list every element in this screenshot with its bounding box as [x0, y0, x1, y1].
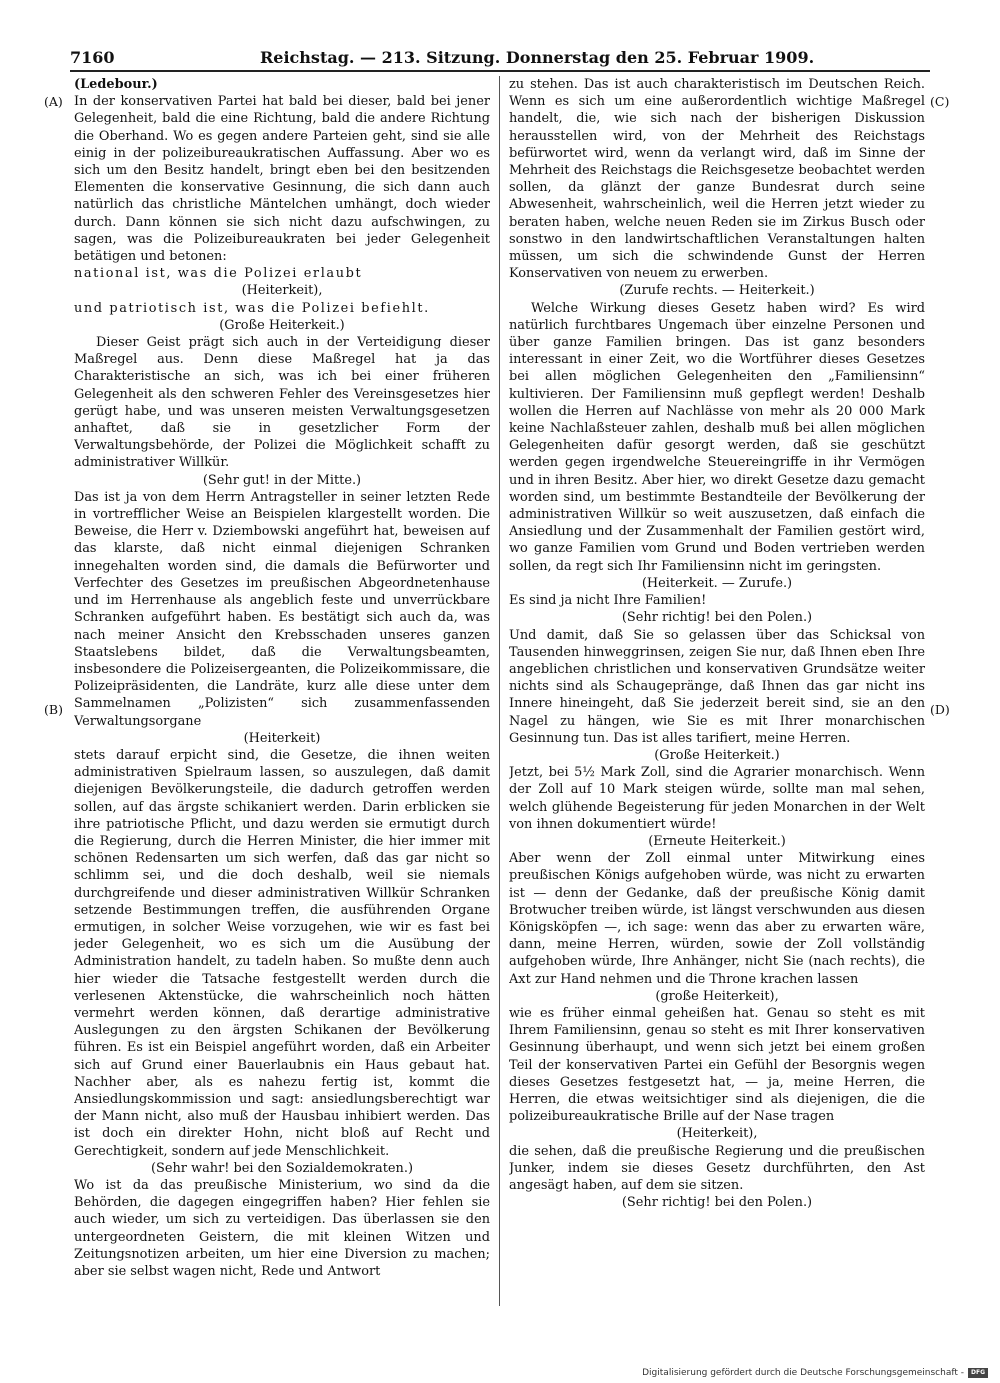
paragraph: Wo ist da das preußische Ministerium, wo sind da die Behörden, die dagegen eingegriffen haben? Hier fehlen sie auch wieder, um sich zu verteidigen. Das überlassen sie den untergeordneten Geistern, die mit kleinen Witzen und Zeitungsnotizen arbeiten, um hier eine Diversion zu machen; aber sie selbst wagen nicht, Rede und Antwort: [74, 1178, 490, 1280]
page-header: [70, 48, 930, 70]
paragraph: Jetzt, bei 5½ Mark Zoll, sind die Agrarier monarchisch. Wenn der Zoll auf 10 Mark steigen würde, sollte man mal sehen, welch glühende Begeisterung für jeden Monarchen in der Welt von ihnen dokumentiert würde!: [509, 765, 925, 832]
paragraph: Welche Wirkung dieses Gesetz haben wird? Es wird natürlich furchtbares Ungemach über einzelne Personen und über ganze Familien bringen. Das ist ganz besonders interessant in einer Zeit, wo die Wortführer dieses Gesetzes bei allen möglichen Gelegenheiten den „Familiensinn“ kultivieren. Der Familiensinn muß gepflegt werden! Deshalb wollen die Herren auf Nachlässe von mehr als 20 000 Mark keine Nachlaßsteuer zahlen, deshalb muß bei allen möglichen Gelegenheiten dafür gesorgt werden, daß sie geschützt werden gegen irgendwelche Steuereingriffe in ihr Vermögen und in ihren Besitz. Aber hier, wo direkt Gesetze dazu gemacht worden sind, um bestimmte Bestandteile der Bevölkerung der administrativen Willkür so weit auszusetzen, daß einfach die Ansiedlung und der Zusammenhalt der Familien gestört wird, wo ganze Familien vom Grund und Boden vertrieben werden sollen, da regt sich Ihr Familiensinn nicht im geringsten.: [509, 300, 925, 574]
interjection: (Sehr richtig! bei den Polen.): [621, 1195, 813, 1211]
margin-marker-d: (D): [930, 702, 950, 717]
speaker-name: (Ledebour.): [74, 77, 158, 92]
interjection: (Heiterkeit. — Zurufe.): [641, 575, 793, 591]
margin-marker-b: (B): [44, 702, 63, 717]
interjection: (Sehr richtig! bei den Polen.): [621, 610, 813, 626]
left-column: [74, 76, 490, 1308]
interjection: (Zurufe rechts. — Heiterkeit.): [619, 283, 815, 299]
right-column: [509, 76, 925, 1308]
paragraph: Dieser Geist prägt sich auch in der Verteidigung dieser Maßregel aus. Denn diese Maßregel hat ja das Charakteristische an sich, was ich bei einer früheren Gelegenheit als den schweren Fehler des Vereinsgesetzes hier gerügt habe, und was unseren meisten Verwaltungsgesetzen anhaftet, daß sie in gesetzlicher Form der Verwaltungsbehörde, der Polizei die Möglichkeit schafft zu administrativer Willkür.: [74, 335, 490, 471]
column-divider: [499, 76, 500, 1306]
dfg-logo: DFG: [968, 1368, 988, 1378]
margin-marker-c: (C): [930, 94, 950, 109]
paragraph: Aber wenn der Zoll einmal unter Mitwirkung eines preußischen Königs aufgehoben würde, was nicht zu erwarten ist — denn der Gedanke, daß der preußische König damit Brotwucher treiben würde, ist längst verschwunden aus diesen Königsköpfen —, ich sage: wenn das aber zu erwarten wäre, dann, meine Herren, würden, sowie der Zoll vollständig aufgehoben würde, Ihre Anhänger, nicht Sie (nach rechts), die Axt zur Hand nehmen und die Throne krachen lassen: [509, 851, 925, 987]
interjection: (Heiterkeit),: [241, 283, 323, 299]
paragraph: Und damit, daß Sie so gelassen über das Schicksal von Tausenden hinweggrinsen, zeigen Sie nur, daß Ihnen eben Ihre angeblichen christlichen und konservativen Grundsätze weiter nichts sind als Schaugepränge, daß Ihnen das gar nicht ins Innere hineingeht, daß Sie jederzeit bereit sind, sie an den Nagel zu hängen, wie Sie es mit Ihrer monarchischen Gesinnung tun. Das ist alles tarifiert, meine Herren.: [509, 627, 925, 746]
header-rule: [70, 70, 930, 72]
paragraph: stets darauf erpicht sind, die Gesetze, die ihnen weiten administrativen Spielraum lassen, so auszulegen, daß damit diejenigen Bevölkerungsteile, die dadurch getroffen werden sollen, auf das ärgste schikaniert werden. Darin erblicken sie ihre patriotische Pflicht, und dazu werden sie ermutigt durch die Regierung, durch die Herren Minister, die hier immer mit schönen Redensarten um sich werfen, daß das gar nicht so schlimm sei, und die doch deshalb, weil sie niemals durchgreifende und dieser administrativen Willkür Schranken setzende Bestimmungen treffen, die ausführenden Organe ermutigen, in solcher Weise vorzugehen, wie wir es fast bei jeder Gelegenheit, wo es sich um die Ausübung der Administration handelt, zu tadeln haben. So mußte denn auch hier wieder die Tatsache festgestellt werden durch die verlesenen Aktenstücke, die wahrscheinlich noch hätten vermehrt werden können, daß derartige administrative Auslegungen zu den ärgsten Schikanen der Bevölkerung führen. Es ist ein Beispiel angeführt worden, daß ein Arbeiter sich auf Grund einer Bauerlaubnis ein Haus gebaut hat. Nachher aber, als es nahezu fertig ist, kommt die Ansiedlungskommission und sagt: ansiedlungsberechtigt war der Mann nicht, also muß der Hausbau inhibiert werden. Das ist doch ein direkter Hohn, nicht bloß auf Recht und Gerechtigkeit, sondern auf jede Menschlichkeit.: [74, 747, 490, 1159]
interjection: (Sehr gut! in der Mitte.): [202, 472, 362, 488]
quoted-line: und patriotisch ist, was die Polizei befiehlt.: [74, 300, 430, 316]
paragraph: In der konservativen Partei hat bald bei dieser, bald bei jener Gelegenheit, bald die eine Richtung, bald die andere Richtung die Oberhand. Wo es gegen andere Parteien geht, sind sie alle einig in der polizeibureaukratischen Auffassung. Aber wo es sich um den Besitz handelt, bringt eben bei den besitzenden Elementen die konservative Gesinnung, die sich dann auch natürlich das christliche Mäntelchen umhängt, doch wieder durch. Dann können sie sich nicht dazu aufschwingen, zu sagen, was die Polizeibureaukraten bei jeder Gelegenheit betätigen und betonen:: [74, 94, 490, 265]
interjection: (Sehr wahr! bei den Sozialdemokraten.): [151, 1160, 413, 1176]
interjection: (große Heiterkeit),: [655, 988, 779, 1004]
running-title: Reichstag. — 213. Sitzung. Donnerstag den 25. Februar 1909.: [260, 48, 815, 67]
paragraph: die sehen, daß die preußische Regierung und die preußischen Junker, indem sie dieses Gesetz durchführten, den Ast angesägt haben, auf dem sie sitzen.: [509, 1143, 925, 1193]
quoted-line: Es sind ja nicht Ihre Familien!: [509, 593, 707, 609]
paragraph: Das ist ja von dem Herrn Antragsteller in seiner letzten Rede in vortrefflicher Weise an Beispielen klargestellt worden. Die Beweise, die Herr v. Dziembowski angeführt hat, beweisen auf das klarste, daß nicht einmal diejenigen Schranken innegehalten worden sind, die damals die Befürworter und Verfechter des Gesetzes im preußischen Abgeordnetenhause und im Herrenhause als angeblich feste und unverrückbare Schranken aufgeführt haben. Es bestätigt sich auch da, was nach meiner Ansicht den Krebsschaden unseres ganzen Staatslebens bildet, daß die Verwaltungsbeamten, insbesondere die Polizeisergeanten, die Polizeikommissare, die Polizeipräsidenten, die Landräte, kurz alle diese unter dem Sammelnamen „Polizisten“ sich zusammenfassenden Verwaltungsorgane: [74, 489, 490, 729]
interjection: (Erneute Heiterkeit.): [648, 833, 786, 849]
interjection: (Heiterkeit): [243, 730, 321, 746]
paragraph: wie es früher einmal geheißen hat. Genau so steht es mit Ihrem Familiensinn, genau so steht es mit Ihrer konservativen Gesinnung überhaupt, und wenn sich jetzt bei einem großen Teil der konservativen Partei ein Gefühl der Besorgnis wegen dieses Gesetzes festgesetzt hat, — ja, meine Herren, die Herren, die etwas weitsichtiger sind als diejenigen, die die polizeibureaukratische Brille auf der Nase tragen: [509, 1005, 925, 1125]
interjection: (Große Heiterkeit.): [219, 317, 345, 333]
interjection: (Große Heiterkeit.): [654, 747, 780, 763]
quoted-line: national ist, was die Polizei erlaubt: [74, 266, 363, 282]
footer-text: Digitalisierung gefördert durch die Deutsche Forschungsgemeinschaft -: [642, 1368, 964, 1378]
paragraph: zu stehen. Das ist auch charakteristisch im Deutschen Reich. Wenn es sich um eine außerordentlich wichtige Maßregel handelt, die, wie sich nach der bisherigen Diskussion herausstellen wird, von der Mehrheit des Reichstags befürwortet wird, wenn da verlangt wird, daß im Sinne der Mehrheit des Reichstags die Reichsgesetze beobachtet werden sollen, da glänzt der ganze Bundesrat durch seine Abwesenheit, wahrscheinlich, weil die Herren jetzt wieder zu beraten haben, welche neuen Reden sie im Zirkus Busch oder sonstwo in den landwirtschaftlichen Veranstaltungen halten müssen, um sich die schwindende Gunst der Herren Konservativen von neuem zu erwerben.: [509, 77, 925, 282]
interjection: (Heiterkeit),: [676, 1126, 758, 1142]
digitization-footer: [590, 1366, 990, 1380]
margin-marker-a: (A): [44, 94, 63, 109]
page-number: 7160: [70, 48, 115, 67]
